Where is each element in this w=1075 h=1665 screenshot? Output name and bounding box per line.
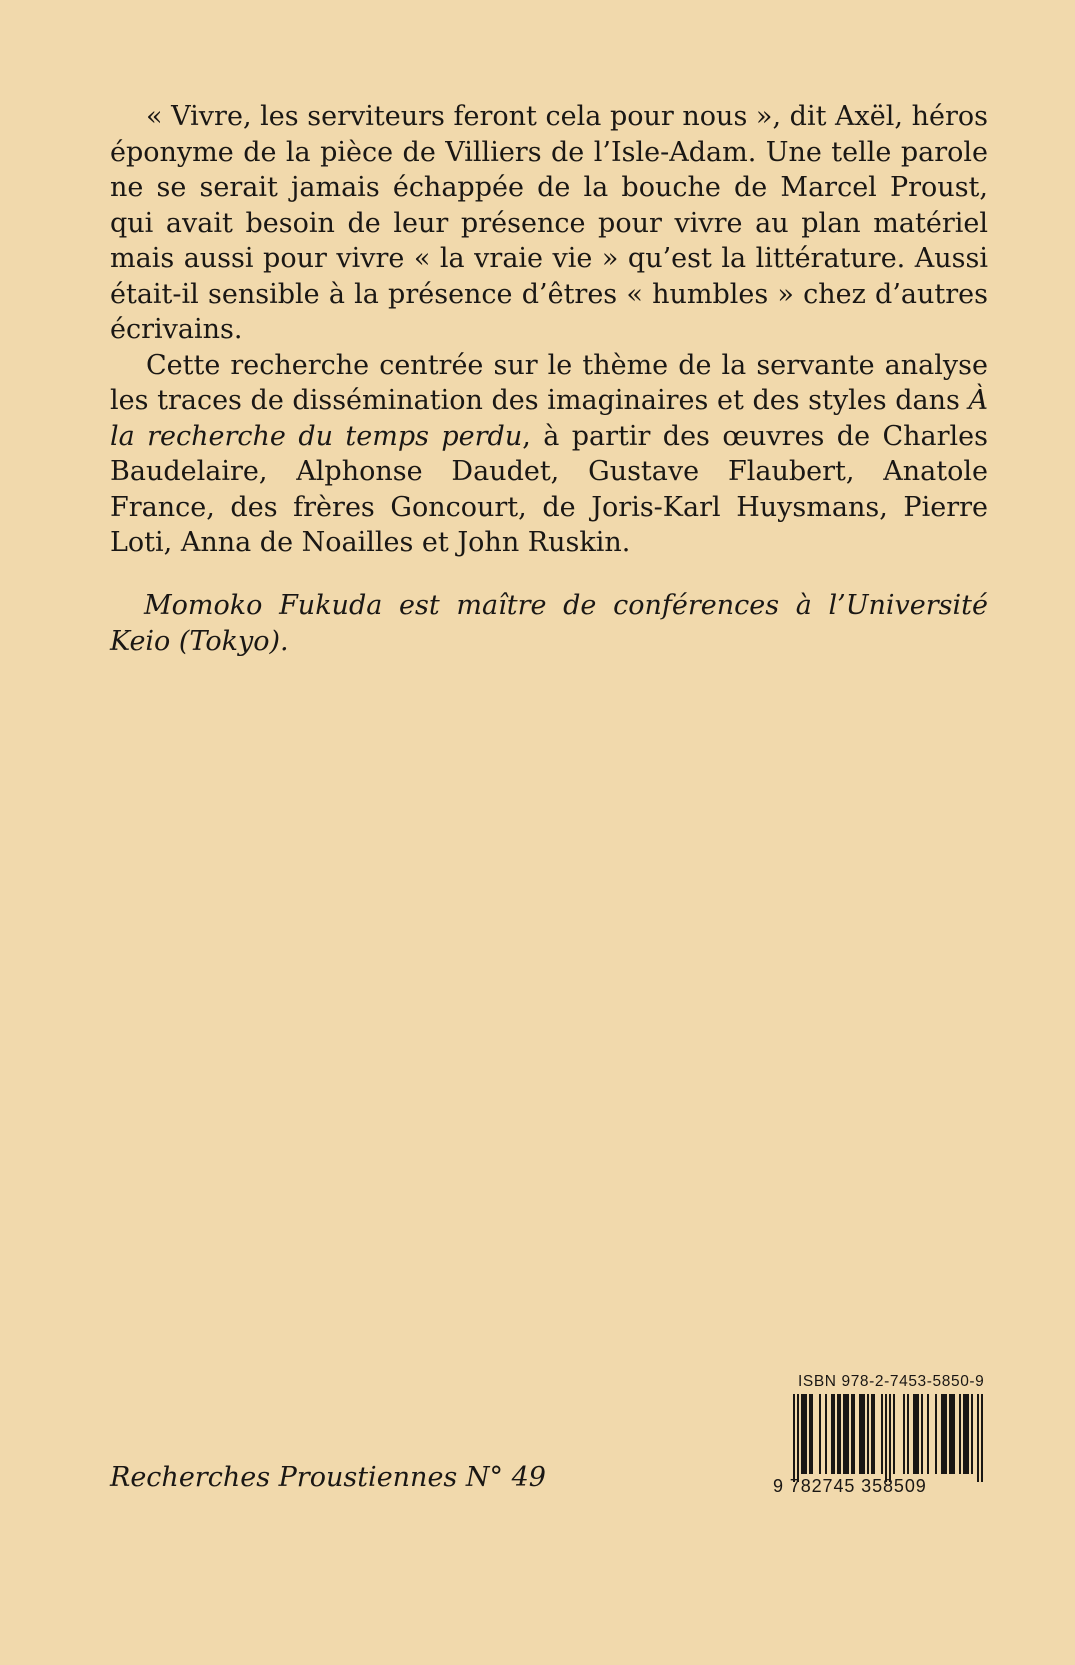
barcode-bar xyxy=(847,1394,849,1474)
barcode-digits: 9 782745 358509 xyxy=(773,1476,927,1496)
barcode-bar xyxy=(805,1394,807,1474)
barcode-bar xyxy=(803,1394,805,1474)
summary-text-before-title: Cette recherche centrée sur le thème de la servante analyse les traces de dissémination des imaginaires et des styles dans xyxy=(110,349,988,416)
barcode-bar xyxy=(881,1394,883,1474)
barcode-bar xyxy=(921,1394,923,1474)
barcode-bar xyxy=(945,1394,947,1474)
work-title: À la recherche du temps perdu xyxy=(110,385,988,452)
barcode-bar xyxy=(873,1394,875,1474)
barcode-bar xyxy=(843,1394,845,1474)
barcode-bars-icon xyxy=(773,1394,1009,1482)
summary-text-after-title: , à partir des œuvres de Charles Baudelaire, Alphonse Daudet, Gustave Flaubert, Anatole France, des frères Goncourt, de Joris-Karl Huysmans, Pierre Loti, Anna de Noailles et John Ruskin. xyxy=(110,420,988,558)
barcode-bar xyxy=(889,1394,891,1482)
barcode-bar xyxy=(943,1394,945,1474)
barcode-bar xyxy=(831,1394,833,1474)
barcode-bar xyxy=(885,1394,887,1482)
barcode-bar xyxy=(853,1394,855,1474)
author-bio xyxy=(110,588,988,659)
isbn-barcode xyxy=(773,1373,1009,1498)
barcode-bar xyxy=(949,1394,951,1474)
barcode-bar xyxy=(977,1394,979,1482)
barcode-bar xyxy=(833,1394,835,1474)
barcode-bar xyxy=(793,1394,795,1482)
barcode-bar xyxy=(917,1394,919,1474)
barcode-bar xyxy=(863,1394,865,1474)
barcode-bar xyxy=(845,1394,847,1474)
barcode-bar xyxy=(859,1394,861,1474)
barcode-bar xyxy=(851,1394,853,1474)
summary-paragraph-1: « Vivre, les serviteurs feront cela pour nous », dit Axël, héros éponyme de la pièce de Villiers de l’Isle-Adam. Une telle parole ne se serait jamais échappée de la bouche de Marcel Proust, qui avait besoin de leur présence pour vivre au plan matériel mais aussi pour vivre « la vraie vie » qu’est la littérature. Aussi était-il sensible à la présence d’êtres « humbles » chez d’autres écrivains. xyxy=(110,101,988,345)
barcode-bar xyxy=(941,1394,943,1474)
barcode-bar xyxy=(915,1394,917,1474)
author-bio-text: Momoko Fukuda est maître de conférences à l’Université Keio (Tokyo). xyxy=(110,590,988,657)
barcode-bar xyxy=(801,1394,803,1474)
barcode-bar xyxy=(811,1394,813,1474)
barcode-bar xyxy=(927,1394,929,1474)
barcode-bar xyxy=(959,1394,961,1474)
barcode-bar xyxy=(981,1394,983,1482)
isbn-label: ISBN 978-2-7453-5850-9 xyxy=(798,1373,985,1390)
barcode-bar xyxy=(893,1394,895,1474)
barcode-bar xyxy=(971,1394,973,1474)
barcode-bar xyxy=(951,1394,953,1474)
barcode-bar xyxy=(839,1394,841,1474)
barcode-bar xyxy=(967,1394,969,1474)
summary-paragraph-2 xyxy=(110,348,988,561)
barcode-bar xyxy=(907,1394,909,1474)
barcode-bar xyxy=(797,1394,799,1482)
barcode-bar xyxy=(837,1394,839,1474)
barcode-bar xyxy=(861,1394,863,1474)
barcode-bar xyxy=(819,1394,821,1474)
barcode-bar xyxy=(903,1394,905,1474)
barcode-bar xyxy=(871,1394,873,1474)
barcode-bar xyxy=(867,1394,869,1474)
back-cover-summary xyxy=(110,99,988,561)
barcode-bar xyxy=(913,1394,915,1474)
barcode-bar xyxy=(953,1394,955,1474)
barcode-bar xyxy=(825,1394,827,1474)
barcode-bar xyxy=(963,1394,965,1474)
barcode-bar xyxy=(965,1394,967,1474)
series-title: Recherches Proustiennes N° 49 xyxy=(110,1462,546,1493)
barcode-bar xyxy=(935,1394,937,1474)
barcode-bar xyxy=(809,1394,811,1474)
